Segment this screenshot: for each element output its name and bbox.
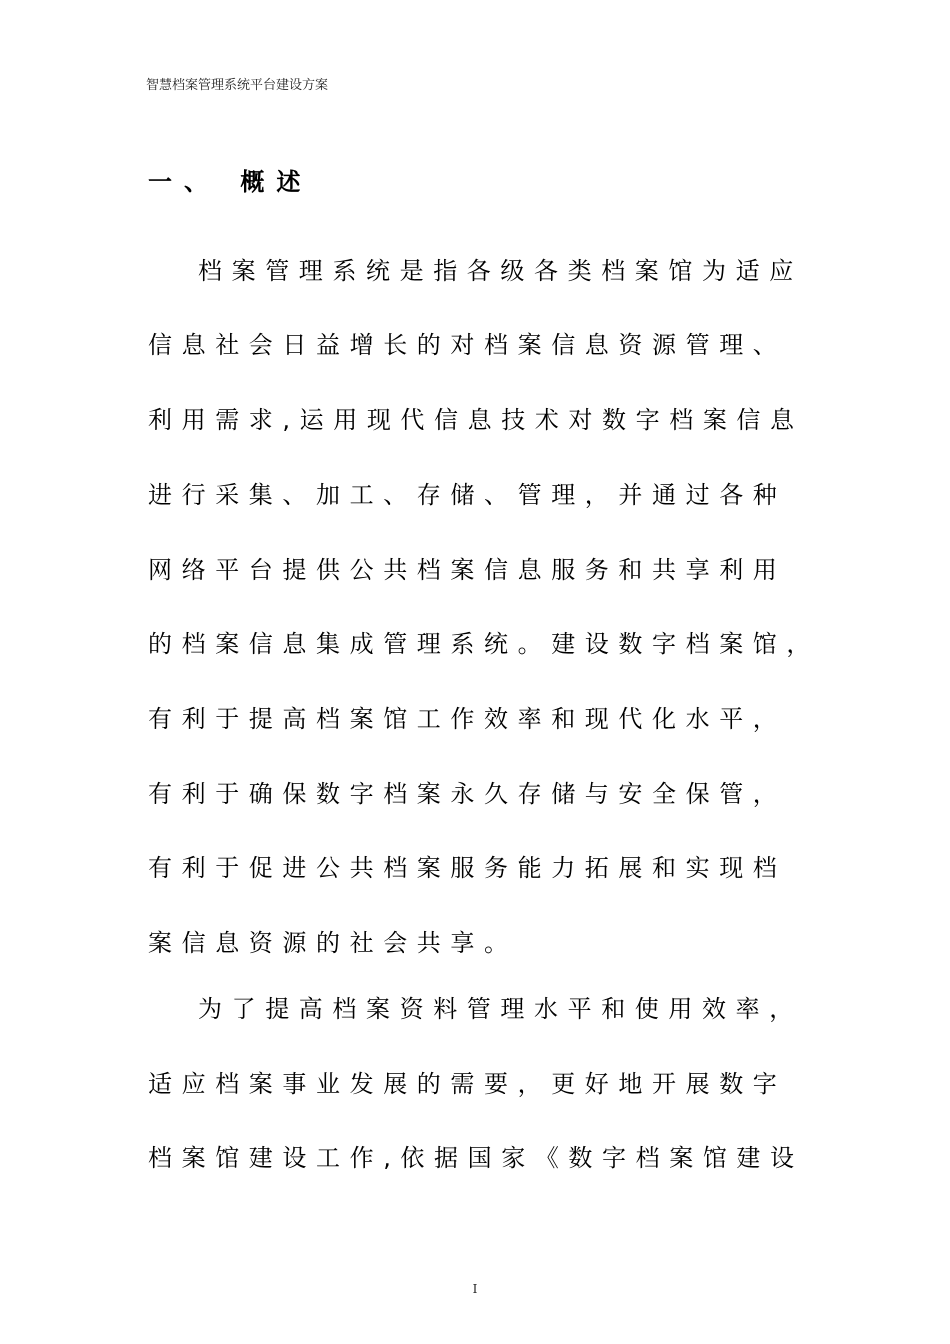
paragraph-line: 案信息资源的社会共享。	[148, 929, 518, 957]
section-heading: 一、 概述	[148, 168, 313, 196]
paragraph-line: 档案管理系统是指各级各类档案馆为适应	[198, 257, 803, 285]
running-header: 智慧档案管理系统平台建设方案	[146, 78, 329, 93]
paragraph-line: 利用需求,运用现代信息技术对数字档案信息	[148, 406, 804, 434]
paragraph-line: 有利于提高档案馆工作效率和现代化水平，	[148, 705, 787, 733]
page-number: I	[472, 1282, 478, 1296]
paragraph-line: 档案馆建设工作,依据国家《数字档案馆建设	[148, 1144, 804, 1172]
paragraph-line: 适应档案事业发展的需要，更好地开展数字	[148, 1070, 787, 1098]
paragraph-line: 的档案信息集成管理系统。建设数字档案馆，	[148, 630, 820, 658]
paragraph-line: 进行采集、加工、存储、管理，并通过各种	[148, 481, 787, 509]
paragraph-line: 有利于促进公共档案服务能力拓展和实现档	[148, 854, 787, 882]
paragraph-line: 信息社会日益增长的对档案信息资源管理、	[148, 331, 787, 359]
paragraph-line: 网络平台提供公共档案信息服务和共享利用	[148, 556, 787, 584]
paragraph-line: 有利于确保数字档案永久存储与安全保管，	[148, 780, 787, 808]
paragraph-line: 为了提高档案资料管理水平和使用效率，	[198, 995, 803, 1023]
